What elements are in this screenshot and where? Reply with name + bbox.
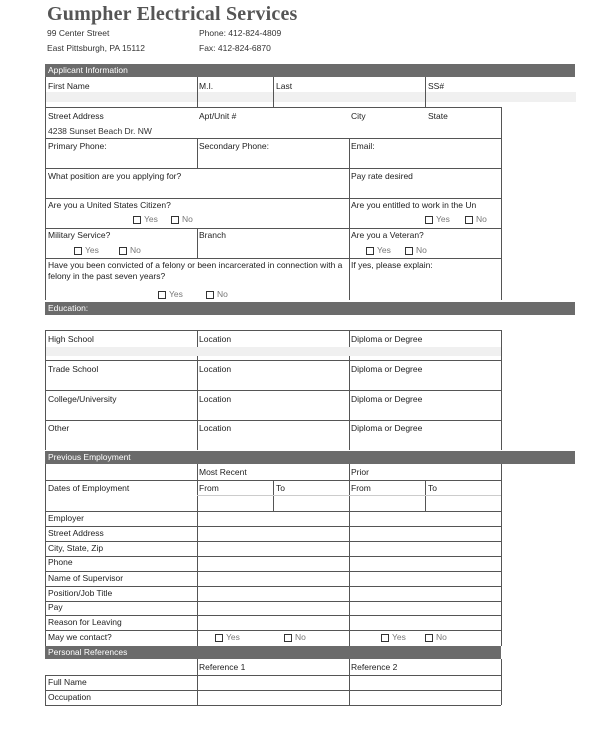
grid-line	[349, 168, 350, 198]
location-label: Location	[199, 364, 232, 374]
military-yes-option[interactable]: Yes	[74, 245, 99, 255]
diploma-label: Diploma or Degree	[351, 334, 423, 344]
position-label: What position are you applying for?	[48, 171, 182, 181]
grid-line	[45, 107, 501, 108]
prior-label: Prior	[351, 467, 369, 477]
grid-line	[197, 138, 198, 168]
veteran-label: Are you a Veteran?	[351, 230, 424, 240]
explain-label: If yes, please explain:	[351, 260, 433, 270]
section-education: Education:	[45, 302, 575, 315]
grid-line	[349, 198, 350, 228]
high-school-label: High School	[48, 334, 94, 344]
grid-line	[197, 464, 198, 646]
grid-line	[45, 390, 501, 391]
grid-line	[197, 228, 198, 258]
to-label: To	[276, 483, 285, 493]
grid-line	[45, 420, 501, 421]
pay-rate-label: Pay rate desired	[351, 171, 413, 181]
entitled-yes-option[interactable]: Yes	[425, 214, 450, 224]
grid-line	[45, 705, 501, 706]
primary-phone-label: Primary Phone:	[48, 141, 107, 151]
reference-2-label: Reference 2	[351, 662, 398, 672]
checkbox-icon[interactable]	[381, 634, 389, 642]
state-label: State	[428, 111, 448, 121]
street-address-label: Street Address	[48, 111, 104, 121]
grid-line	[197, 77, 198, 107]
grid-line	[45, 690, 501, 691]
location-label: Location	[199, 334, 232, 344]
grid-line	[273, 77, 274, 107]
input-shade	[46, 92, 576, 102]
city-label: City	[351, 111, 366, 121]
employer-phone-label: Phone	[48, 557, 73, 567]
branch-label: Branch	[199, 230, 226, 240]
grid-line	[45, 556, 501, 557]
grid-line	[45, 168, 501, 169]
most-recent-label: Most Recent	[199, 467, 247, 477]
checkbox-icon[interactable]	[171, 216, 179, 224]
supervisor-label: Name of Supervisor	[48, 573, 124, 583]
company-address-line2: East Pittsburgh, PA 15112	[47, 43, 145, 53]
employer-city-label: City, State, Zip	[48, 543, 104, 553]
grid-line	[45, 526, 501, 527]
grid-line	[45, 138, 501, 139]
reason-leaving-label: Reason for Leaving	[48, 617, 122, 627]
contact-prior-yes-option[interactable]: Yes	[381, 632, 406, 642]
may-we-contact-label: May we contact?	[48, 632, 112, 642]
checkbox-icon[interactable]	[119, 247, 127, 255]
grid-line	[45, 77, 46, 300]
grid-line	[45, 675, 501, 676]
grid-line	[349, 228, 350, 300]
grid-line	[45, 511, 501, 512]
employer-label: Employer	[48, 513, 84, 523]
company-name: Gumpher Electrical Services	[47, 3, 298, 25]
grid-line	[45, 480, 501, 481]
grid-line	[425, 77, 426, 107]
military-service-label: Military Service?	[48, 230, 111, 240]
grid-line	[45, 360, 501, 361]
entitled-no-option[interactable]: No	[465, 214, 487, 224]
entitled-label: Are you entitled to work in the Un	[351, 200, 477, 210]
checkbox-icon[interactable]	[465, 216, 473, 224]
diploma-label: Diploma or Degree	[351, 364, 423, 374]
grid-line	[501, 107, 502, 300]
grid-line	[45, 541, 501, 542]
company-phone: Phone: 412-824-4809	[199, 28, 282, 38]
to-label: To	[428, 483, 437, 493]
pay-label: Pay	[48, 602, 63, 612]
grid-line	[501, 330, 502, 450]
grid-line	[45, 601, 501, 602]
citizen-label: Are you a United States Citizen?	[48, 200, 171, 210]
grid-line	[45, 198, 501, 199]
grid-line	[45, 630, 501, 631]
reference-1-label: Reference 1	[199, 662, 246, 672]
job-title-label: Position/Job Title	[48, 588, 113, 598]
input-shade	[46, 347, 501, 356]
from-label: From	[351, 483, 371, 493]
grid-line	[349, 659, 350, 705]
checkbox-icon[interactable]	[133, 216, 141, 224]
grid-line	[45, 258, 501, 259]
trade-school-label: Trade School	[48, 364, 99, 374]
last-name-label: Last	[276, 81, 293, 91]
secondary-phone-label: Secondary Phone:	[199, 141, 269, 151]
veteran-no-option[interactable]: No	[405, 245, 427, 255]
felony-no-option[interactable]: No	[206, 289, 228, 299]
first-name-label: First Name	[48, 81, 90, 91]
company-fax: Fax: 412-824-6870	[199, 43, 271, 53]
contact-prior-no-option[interactable]: No	[425, 632, 447, 642]
grid-line	[45, 464, 46, 646]
grid-line	[45, 571, 501, 572]
grid-line	[349, 464, 350, 646]
dates-of-employment-label: Dates of Employment	[48, 483, 130, 493]
contact-recent-yes-option[interactable]: Yes	[215, 632, 240, 642]
diploma-label: Diploma or Degree	[351, 394, 423, 404]
ssn-label: SS#	[428, 81, 445, 91]
diploma-label: Diploma or Degree	[351, 423, 423, 433]
street-address-value[interactable]: 4238 Sunset Beach Dr. NW	[48, 126, 152, 136]
grid-line	[197, 659, 198, 705]
location-label: Location	[199, 394, 232, 404]
apt-unit-label: Apt/Unit #	[199, 111, 237, 121]
checkbox-icon[interactable]	[74, 247, 82, 255]
grid-line	[349, 138, 350, 168]
college-label: College/University	[48, 394, 117, 404]
checkbox-icon[interactable]	[405, 247, 413, 255]
grid-line	[501, 464, 502, 646]
grid-line	[45, 586, 501, 587]
from-label: From	[199, 483, 219, 493]
occupation-label: Occupation	[48, 692, 91, 702]
grid-line	[45, 330, 501, 331]
section-applicant-information: Applicant Information	[45, 64, 575, 77]
grid-line	[45, 228, 501, 229]
checkbox-icon[interactable]	[215, 634, 223, 642]
employer-street-label: Street Address	[48, 528, 104, 538]
checkbox-icon[interactable]	[366, 247, 374, 255]
military-no-option[interactable]: No	[119, 245, 141, 255]
checkbox-icon[interactable]	[206, 291, 214, 299]
section-previous-employment: Previous Employment	[45, 451, 575, 464]
mi-label: M.I.	[199, 81, 214, 91]
other-education-label: Other	[48, 423, 70, 433]
section-personal-references: Personal References	[45, 646, 501, 659]
citizen-yes-option[interactable]: Yes	[133, 214, 158, 224]
contact-recent-no-option[interactable]: No	[284, 632, 306, 642]
full-name-label: Full Name	[48, 677, 87, 687]
checkbox-icon[interactable]	[425, 634, 433, 642]
checkbox-icon[interactable]	[158, 291, 166, 299]
felony-yes-option[interactable]: Yes	[158, 289, 183, 299]
grid-line	[45, 615, 501, 616]
citizen-no-option[interactable]: No	[171, 214, 193, 224]
checkbox-icon[interactable]	[425, 216, 433, 224]
checkbox-icon[interactable]	[284, 634, 292, 642]
email-label: Email:	[351, 141, 375, 151]
felony-question: Have you been convicted of a felony or been incarcerated in connection with a felony in the past seven years?	[48, 260, 343, 281]
grid-line	[501, 659, 502, 705]
location-label: Location	[199, 423, 232, 433]
veteran-yes-option[interactable]: Yes	[366, 245, 391, 255]
grid-line	[197, 495, 501, 496]
company-address-line1: 99 Center Street	[47, 28, 110, 38]
